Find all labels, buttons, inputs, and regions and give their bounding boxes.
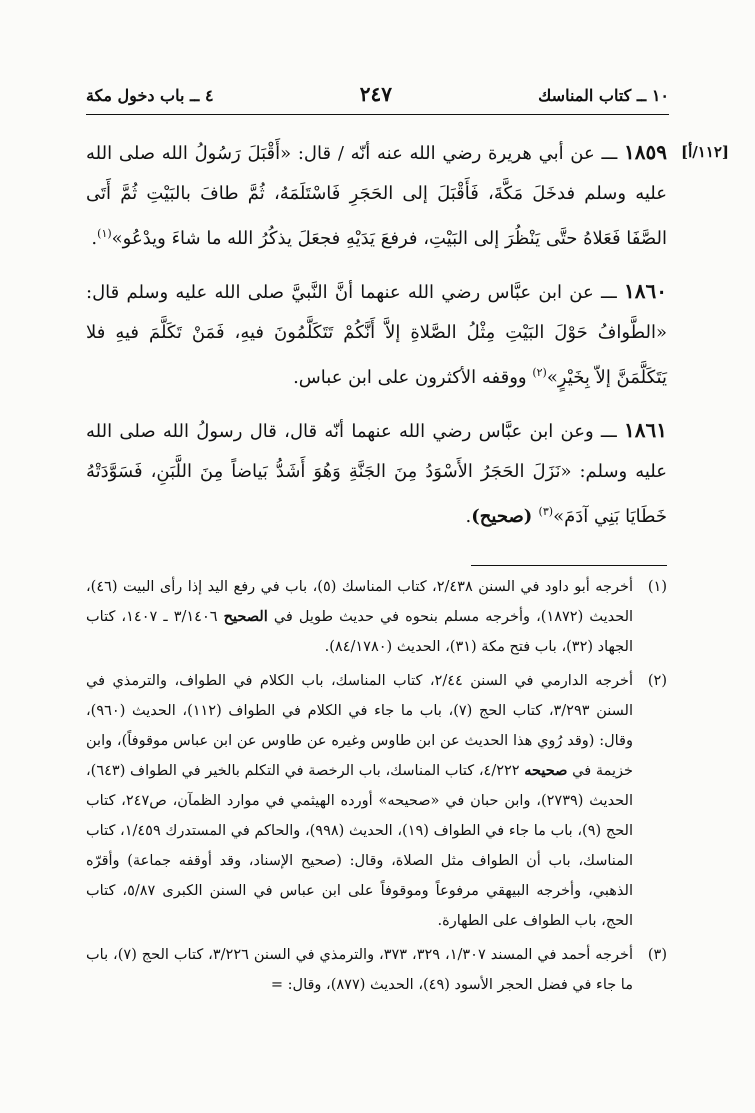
hadith-1861 [86, 410, 667, 537]
chapter-title: ١٠ ــ كتاب المناسك [538, 86, 669, 105]
hadith-1859 [86, 132, 729, 259]
footnote-text: أخرجه أحمد في المسند ١/٣٠٧، ٣٢٩، ٣٧٣، والترمذي في السنن ٣/٢٢٦، كتاب الحج (٧)، باب ما جاء في فضل الحجر الأسود (٤٩)، الحديث (٨٧٧)، وقال: = [86, 947, 634, 993]
hadith-text: ـــ عن أبي هريرة رضي الله عنه أنّه / قال: «أَقْبَلَ رَسُولُ الله صلى الله عليه وسلم فدخَلَ مَكَّةَ، فَأَقْبَلَ إلى الحَجَرِ فَاسْتَلَمَهُ، ثُمَّ طافَ بالبَيْتِ ثُمَّ أَتَى الصَّفَا فَعَلاهُ حتَّى يَنْظُرَ إلى البَيْتِ، فرفعَ يَدَيْهِ فجعَلَ يذكُرُ الله ما شاءَ ويدْعُو» [86, 143, 667, 249]
section-title: ٤ ــ باب دخول مكة [86, 86, 214, 105]
footnote-3 [86, 940, 667, 1000]
footnote-bold-title: الصحيح [223, 608, 268, 625]
footnote-divider [471, 565, 667, 566]
footnote-text: أخرجه أبو داود في السنن ٢/٤٣٨، كتاب المناسك (٥)، باب في رفع اليد إذا رأى البيت (٤٦)، الحديث (١٨٧٢)، وأخرجه مسلم بنحوه في حديث طويل في [86, 579, 634, 625]
footnote-number: (٢) [647, 673, 667, 689]
hadith-body [86, 132, 729, 549]
footnote-number: (٣) [647, 947, 667, 963]
hadith-text: ـــ عن ابن عبَّاس رضي الله عنهما أنَّ النَّبيَّ صلى الله عليه وسلم قال: «الطَّوافُ حَوْلَ البَيْتِ مِثْلُ الصَّلاةِ إلاَّ أَنَّكُمْ تَتَكَلَّمُونَ فيهِ، فَمَنْ تَكَلَّمَ فيهِ فلا يَتَكَلَّمَنَّ إلاّ بِخَيْرٍ» [86, 282, 667, 388]
footnote-number: (١) [647, 579, 667, 595]
footnote-2 [86, 666, 667, 936]
hadith-number: ١٨٦١ [624, 418, 667, 442]
hadith-grade: (صحيح) [471, 506, 539, 527]
footnote-ref[interactable]: (٣) [538, 505, 554, 518]
hadith-number: ١٨٥٩ [624, 140, 667, 164]
hadith-tail: . [91, 228, 98, 249]
page-number: ٢٤٧ [359, 82, 392, 106]
footnote-bold-title: صحيحه [524, 762, 568, 779]
hadith-1860 [86, 271, 667, 398]
footnote-ref[interactable]: (١) [97, 227, 112, 240]
hadith-tail: . [465, 506, 472, 527]
hadith-number: ١٨٦٠ [624, 279, 667, 303]
header-divider [86, 114, 669, 115]
footnote-text-cont: ٣/١٤٠٦ ـ ١٤٠٧، كتاب الجهاد (٣٢)، باب فتح مكة (٣١)، الحديث (٨٤/١٧٨٠). [86, 609, 633, 655]
running-head [86, 82, 669, 106]
hadith-text: ـــ وعن ابن عبَّاس رضي الله عنهما أنّه قال، قال رسولُ الله صلى الله عليه وسلم: «نَزَلَ الحَجَرُ الأَسْوَدُ مِنَ الجَنَّةِ وَهُوَ أَشَدُّ بَياضاً مِنَ اللَّبَنِ، فَسَوَّدَتْهُ خَطَايَا بَنِي آدَمَ» [86, 421, 667, 527]
footnote-text-cont: ٤/٢٢٢، كتاب المناسك، باب الرخصة في التكلم بالخير في الطواف (٦٤٣)، الحديث (٢٧٣٩)، وابن حبان في «صحيحه» أورده الهيثمي في موارد الظمآن، ص٢٤٧، كتاب الحج (٩)، باب ما جاء في الطواف (١٩)، الحديث (٩٩٨)، والحاكم في المستدرك ١/٤٥٩، كتاب المناسك، باب أن الطواف مثل الصلاة، وقال: (صحيح الإسناد، وقد أوقفه جماعة) وأقرّه الذهبي، وأخرجه البيهقي مرفوعاً وموقوفاً على ابن عباس في السنن الكبرى ٥/٨٧، كتاب الحج، باب الطواف على الطهارة. [86, 763, 633, 929]
hadith-tail: ووقفه الأكثرون على ابن عباس. [293, 367, 533, 388]
footnotes [86, 572, 667, 1004]
footnote-text: أخرجه الدارمي في السنن ٢/٤٤، كتاب المناسك، باب الكلام في الطواف، والترمذي في السنن ٣/٢٩٣، كتاب الحج (٧)، باب ما جاء في الكلام في الطواف (١١٢)، الحديث (٩٦٠)، وقال: (وقد رُوي هذا الحديث عن ابن طاوس وغيره عن طاوس عن ابن عباس موقوفاً)، وابن خزيمة في [86, 673, 634, 779]
footnote-1 [86, 572, 667, 662]
manuscript-folio-ref: [١١٢/أ] [680, 143, 729, 161]
footnote-ref[interactable]: (٢) [532, 366, 547, 379]
